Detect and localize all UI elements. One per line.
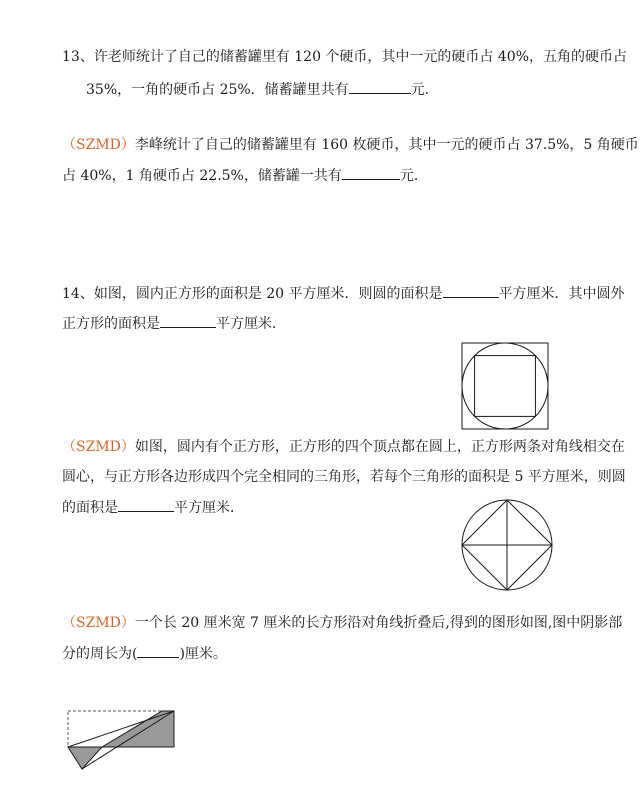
szmd2-figure bbox=[461, 499, 553, 591]
q14-line-1 bbox=[62, 283, 625, 304]
szmd1-line-2 bbox=[62, 165, 428, 186]
q14-figure bbox=[461, 342, 549, 430]
szmd1-text-1: 李峰统计了自己的储蓄罐里有 160 枚硬币，其中一元的硬币占 37.5%，5 角硬币 bbox=[134, 137, 639, 153]
szmd1-line-1 bbox=[62, 135, 639, 155]
q14-text-2-end: 平方厘米． bbox=[216, 316, 286, 332]
szmd3-line-2 bbox=[62, 643, 227, 664]
q14-answer-blank-2[interactable] bbox=[160, 313, 216, 328]
q13-line-2 bbox=[86, 79, 439, 100]
q13-text-2: 35%，一角的硬币占 25%．储蓄罐里共有 bbox=[86, 82, 349, 98]
szmd2-text-2: 圆心，与正方形各边形成四个完全相同的三角形，若每个三角形的面积是 5 平方厘米，则圆 bbox=[62, 469, 626, 485]
szmd1-answer-blank[interactable] bbox=[342, 165, 400, 180]
szmd2-line-1 bbox=[62, 437, 625, 457]
szmd1-text-2: 占 40%，1 角硬币占 22.5%，储蓄罐一共有 bbox=[62, 168, 342, 184]
szmd1-tag: （SZMD） bbox=[62, 137, 135, 153]
szmd3-line-1 bbox=[62, 613, 622, 633]
szmd1-text-2-end: 元． bbox=[399, 168, 428, 184]
szmd2-answer-blank[interactable] bbox=[118, 497, 174, 512]
shaded-left bbox=[68, 747, 102, 769]
q13-text-1: 13、许老师统计了自己的储蓄罐里有 120 个硬币，其中一元的硬币占 40%，五角的硬币占 bbox=[62, 49, 628, 65]
szmd2-text-1: 如图，圆内有个正方形，正方形的四个顶点都在圆上，正方形两条对角线相交在 bbox=[134, 439, 625, 455]
szmd3-answer-blank[interactable] bbox=[137, 643, 179, 658]
inner-square bbox=[475, 356, 536, 417]
szmd3-text-2-end: )厘米。 bbox=[179, 646, 227, 662]
szmd2-line-2 bbox=[62, 467, 626, 487]
q14-text-1-end: 平方厘米．其中圆外 bbox=[498, 286, 625, 302]
szmd2-text-3-end: 平方厘米． bbox=[174, 500, 244, 516]
q14-text-1: 14、如图，圆内正方形的面积是 20 平方厘米．则圆的面积是 bbox=[62, 286, 443, 302]
q13-line-1 bbox=[62, 47, 627, 67]
q13-text-2-end: 元． bbox=[410, 82, 439, 98]
szmd3-tag: （SZMD） bbox=[62, 615, 135, 631]
q14-line-2 bbox=[62, 313, 286, 334]
szmd3-text-2: 分的周长为( bbox=[62, 646, 138, 662]
q14-answer-blank-1[interactable] bbox=[443, 283, 499, 298]
q14-text-2: 正方形的面积是 bbox=[62, 316, 160, 332]
szmd2-tag: （SZMD） bbox=[62, 439, 135, 455]
szmd2-text-3: 的面积是 bbox=[62, 500, 118, 516]
szmd3-text-1: 一个长 20 厘米宽 7 厘米的长方形沿对角线折叠后,得到的图形如图,图中阴影部 bbox=[134, 615, 623, 631]
q13-answer-blank[interactable] bbox=[349, 79, 411, 94]
szmd3-figure bbox=[66, 709, 178, 771]
shaded-right bbox=[102, 711, 174, 747]
szmd2-line-3 bbox=[62, 497, 244, 518]
